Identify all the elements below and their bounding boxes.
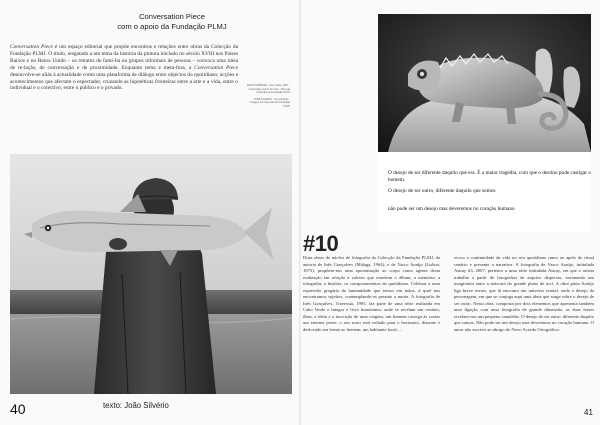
quote-card (378, 152, 591, 232)
intro-text-2: desenvolve-se aliás à actualidade como uma plataforma de diálogo entre objectos do quotidiano, acções e acontecimentos que afectam o espectador, cruzando as hipotéticas fronteiras entre a arte e a vida, entre o individual e o colectivo, entre o público e o privado. (10, 71, 238, 92)
article-title-main: Conversation Piece (139, 12, 205, 21)
quote-line-3: não pode ser um desejo mas deveremos no coração humano (388, 206, 515, 212)
photo-captions (244, 84, 290, 112)
page-number-left: 40 (10, 401, 26, 417)
page-number-right: 41 (584, 408, 593, 417)
intro-text: é um espaço editorial que propõe encontros e relações entre obras da Colecção da Fundação PLMJ. O título, resgatado a um tema da história da pintura iniciado no século XVIII nos Países Baixos e no Reino Unido – os retratos de famí-lia ou grupos informais de pessoas – convoca uma ideia de re-lação, de conversação e de proximidade. Enquanto tema e meta-fora, a (10, 44, 238, 71)
author-credit: texto: João Silvério (103, 401, 169, 410)
intro-paragraph (10, 44, 238, 92)
quote-line-1: O desejo de ser diferente daquilo que era. É a maior tragédia, com que o destino pode castigar o homem. (388, 170, 591, 183)
fisherman-photo-image (10, 154, 292, 394)
section-heading: #10 (303, 231, 339, 256)
caption-1: NUNO MOREIRA · Sem título, 2007 · Impressão a jacto de tinta · Obra da Colecção da Fundação PLMJ (246, 84, 290, 95)
article-title-sub: com o apoio da Fundação PLMJ (117, 22, 227, 31)
page-gutter (299, 0, 301, 425)
chameleon-photo (378, 14, 591, 152)
fisherman-photo (10, 154, 292, 394)
quote-line-2: O desejo de ser outro, diferente daquilo que somos (388, 188, 496, 194)
intro-italic: Conversation Piece (10, 44, 53, 50)
body-column-1: Duas obras do núcleo de fotografia da Colecção da Fundação PLMJ, da autoria de Inês Gonçalves (Málaga, 1964), e de Vasco Araújo (Lisboa, 1975), propõem-nos uma aproximação ao corpo como agente desta realização em relação a valores que remetem o álbum, a memória, a fotografia, a história, os comportamentos do quotidiano. Celebrar a uma expressão gregária da humanidade que temos em mãos, à qual nos encontramos sujeitos, contemplando-os perante a morte. A fotografia de Inês Gonçalves, Travessia, 1995, faz parte de uma série realizada em Cabo Verde e integra o livro homónimo, onde se revelam um cenário, ilhas, a ideia e a inscrição de uma viagem, um homem carrega às costas um enorme peixe, o seu rosto está voltado para o horizonte, distante e deslocado em frente ao homem, um habitante local, ... (303, 255, 440, 332)
body-column-2: evoca a continuidade da vida no seu quotidiano rumo ao apelo do ritual cenário e presente a narrativa. A fotografia de Vasco Araújo, intitulada Astray #3, 2007, pertence a uma série intitulada Astray, em que o artista trabalha a partir de fotografias de arquivo dispersas, encenando um imaginário entre a máscara do grande plano de acrí. A obra pinta Araújo liga breve textos, que lá encontra um universo teatral, onde o desejo da personagem, em que se conjuga aqui uma ideia que surge sobre o desejo de ser outro. Nesta obra, composta por dois elementos que apresenta também uma ligação com uma fotografia de grande dimensão, as duas frases revelam-nos um pequeno camaleão. O desejo de ser outro, diferente daquilo que somos. Não pode ser um desejo mas deveremos no coração humano. O amor não escreve ao abrigo do Novo Acordo Ortográfico. (454, 255, 594, 332)
intro-italic-2: Conversation Piece (194, 64, 238, 71)
chameleon-photo-image (378, 14, 591, 152)
caption-2: JOSÉ SOARES · Na colecção · Imagem da Colecção da Fundação PLMJ (249, 97, 290, 108)
article-title (98, 12, 246, 32)
